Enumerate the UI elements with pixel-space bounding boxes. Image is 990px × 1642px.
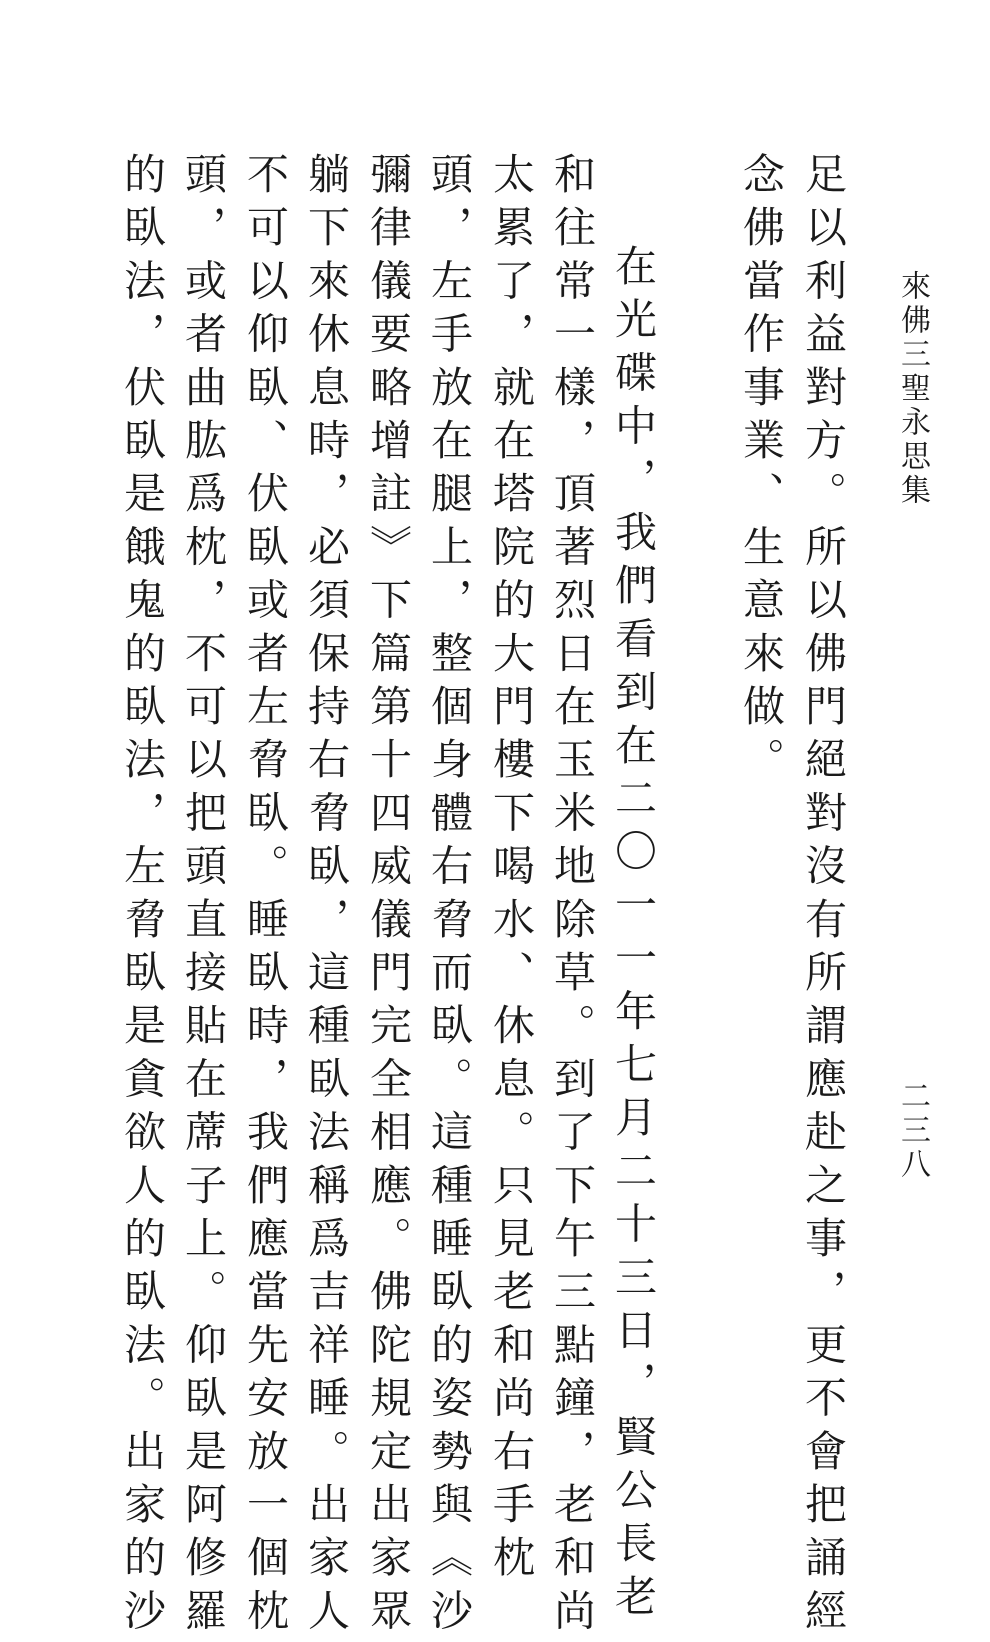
text-column: 太累了，就在塔院的大門樓下喝水、休息。只見老和尚右手枕: [487, 152, 536, 1589]
text-column: 彌律儀要略增註》下篇第十四威儀門完全相應。佛陀規定出家眾: [364, 152, 413, 1642]
page-number: 二三八: [895, 1080, 930, 1182]
text-column: 足以利益對方。所以佛門絕對沒有所謂應赴之事，更不會把誦經: [799, 152, 848, 1642]
text-column: 和往常一樣，頂著烈日在玉米地除草。到了下午三點鐘，老和尚: [548, 152, 597, 1642]
running-head: 來佛三聖永思集: [895, 270, 930, 508]
text-column: 頭，或者曲肱爲枕，不可以把頭直接貼在蓆子上。仰臥是阿修羅: [179, 152, 228, 1642]
text-column: 念佛當作事業、生意來做。: [737, 152, 786, 791]
text-column: 的臥法，伏臥是餓鬼的臥法，左脅臥是貪欲人的臥法。出家的沙: [118, 152, 167, 1642]
text-column: 頭，左手放在腿上，整個身體右脅而臥。這種睡臥的姿勢與《沙: [425, 152, 474, 1642]
paragraph-start-column: 在光碟中，我們看到在二〇一一年七月二十三日，賢公長老: [609, 244, 658, 1628]
text-column: 躺下來休息時，必須保持右脅臥，這種臥法稱爲吉祥睡。出家人: [302, 152, 351, 1642]
text-column: 不可以仰臥、伏臥或者左脅臥。睡臥時，我們應當先安放一個枕: [241, 152, 290, 1642]
